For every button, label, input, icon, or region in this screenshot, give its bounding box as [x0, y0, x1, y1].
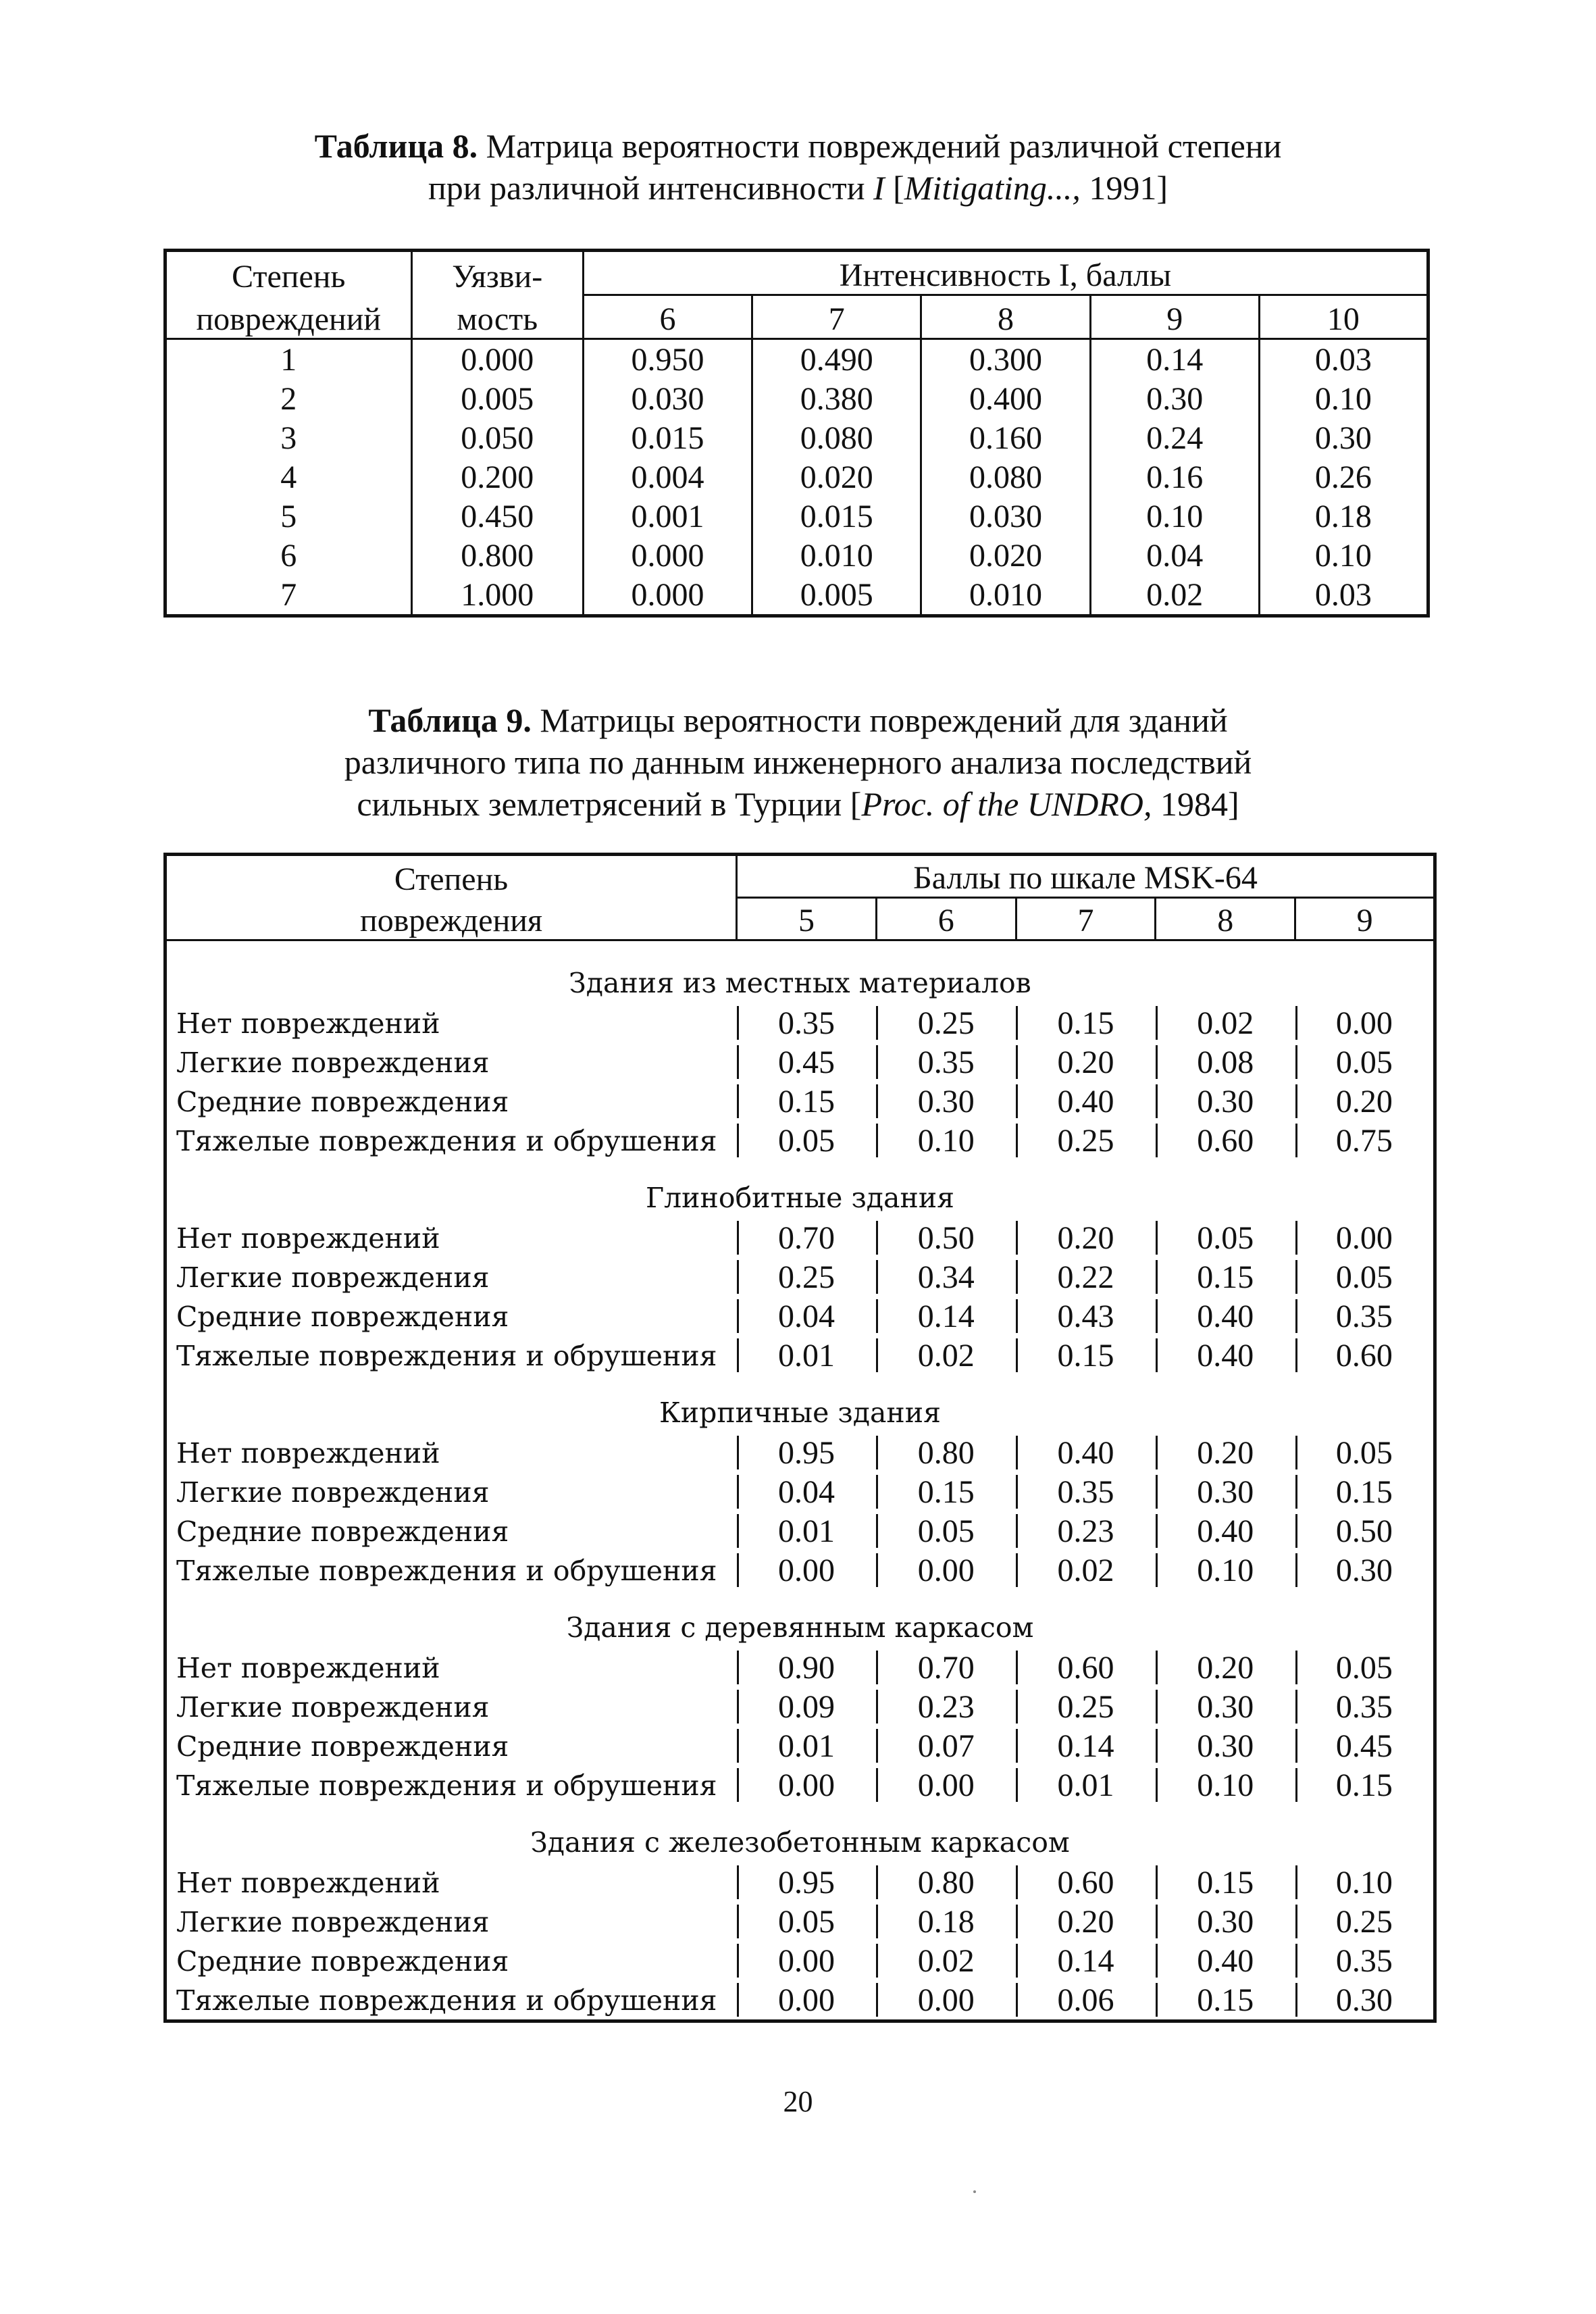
- table9-row: [165, 1433, 1435, 1472]
- table9-section-title: Здания из местных материалов: [569, 967, 1031, 999]
- table8-value-cell: 0.001: [583, 497, 752, 536]
- table9-value-cell: 0.15: [1295, 1765, 1435, 1805]
- table9-value-cell: 0.05: [876, 1511, 1016, 1551]
- table9-row: [165, 1297, 1435, 1336]
- table9-damage-name: Легкие повреждения: [176, 1691, 490, 1724]
- table9-value-cell: 0.50: [1295, 1511, 1435, 1551]
- table8-value-cell: 0.080: [921, 457, 1090, 497]
- table8-body: [165, 339, 1428, 616]
- table8-value-cell: 0.400: [921, 379, 1090, 418]
- table8-value-cell: 0.020: [752, 457, 921, 497]
- table9-row: [165, 1687, 1435, 1726]
- table8-row: [165, 457, 1428, 497]
- table8-value-cell: 0.020: [921, 536, 1090, 575]
- table9-value-cell: 0.00: [876, 1551, 1016, 1590]
- page-number: 20: [783, 2085, 813, 2118]
- table9-value-cell: 0.60: [1295, 1336, 1435, 1375]
- table8-caption-label: Таблица 8.: [314, 127, 478, 165]
- table8-value-cell: 0.18: [1314, 499, 1372, 534]
- table9-value-cell: 0.25: [1295, 1902, 1435, 1941]
- table8-row: [165, 379, 1428, 418]
- table9-value-cell: 0.07: [876, 1726, 1016, 1765]
- table9-row: [165, 1042, 1435, 1082]
- table9-value-cell: 0.35: [1295, 1941, 1435, 1980]
- table9-value-cell: 0.08: [1156, 1042, 1295, 1082]
- table8-value-cell: 0.30: [1314, 420, 1372, 456]
- table9-row: [165, 1902, 1435, 1941]
- table9-value-cell: 0.35: [1016, 1472, 1156, 1511]
- table9-value-cell: 0.15: [1156, 1980, 1295, 2021]
- table9-value-cell: 0.15: [1295, 1472, 1435, 1511]
- table9-value-cell: 0.25: [876, 1003, 1016, 1042]
- table9-damage-name: Средние повреждения: [176, 1730, 509, 1763]
- table8-caption-bracket: [: [893, 169, 904, 207]
- table9-row: [165, 1003, 1435, 1042]
- table9-value-cell: 0.25: [1016, 1121, 1156, 1160]
- table8-value-cell: 0.10: [1314, 381, 1372, 417]
- table9-value-cell: 0.40: [1016, 1082, 1156, 1121]
- table9-value-cell: 0.20: [1156, 1433, 1295, 1472]
- table9-damage-name: Тяжелые повреждения и обрушения: [176, 1340, 717, 1372]
- table9-value-cell: 0.70: [876, 1648, 1016, 1687]
- table9-value-cell: 0.80: [876, 1863, 1016, 1902]
- table9-value-cell: 0.35: [876, 1042, 1016, 1082]
- table9-value-cell: 0.00: [737, 1980, 877, 2021]
- table9-value-cell: 0.14: [1016, 1726, 1156, 1765]
- table9-value-cell: 0.00: [876, 1980, 1016, 2021]
- table9-value-cell: 0.05: [1295, 1648, 1435, 1687]
- table9-value-cell: 0.10: [876, 1121, 1016, 1160]
- table8-degree-cell: 3: [165, 418, 412, 457]
- table9-value-cell: 0.01: [737, 1336, 877, 1375]
- table8-vuln-cell: 0.050: [411, 418, 583, 457]
- table9-value-cell: 0.00: [737, 1941, 877, 1980]
- table9-header-degree: Степень: [165, 855, 737, 898]
- table9-value-cell: 0.14: [876, 1297, 1016, 1336]
- table9-value-cell: 0.05: [737, 1121, 877, 1160]
- table8-value-cell: 0.16: [1090, 457, 1259, 497]
- table9-value-cell: 0.06: [1016, 1980, 1156, 2021]
- table9-value-cell: 0.10: [1295, 1863, 1435, 1902]
- table9-row: [165, 1121, 1435, 1160]
- table8-value-cell: 0.015: [583, 418, 752, 457]
- table9-scale-level: 6: [876, 898, 1016, 940]
- table9-value-cell: 0.30: [1156, 1082, 1295, 1121]
- table8-value-cell: 0.10: [1090, 497, 1259, 536]
- table8-row: [165, 575, 1428, 616]
- table8-value-cell: 0.380: [752, 379, 921, 418]
- table8-value-cell: 0.160: [921, 418, 1090, 457]
- table9-value-cell: 0.45: [737, 1042, 877, 1082]
- table9-value-cell: 0.01: [737, 1726, 877, 1765]
- table9-value-cell: 0.90: [737, 1648, 877, 1687]
- table9-value-cell: 0.00: [876, 1765, 1016, 1805]
- table9-section-row: [165, 1590, 1435, 1648]
- table9-header-degree-2: повреждения: [165, 898, 737, 940]
- table9-caption-label: Таблица 9.: [368, 701, 532, 739]
- table9-row: [165, 1941, 1435, 1980]
- table9-row: [165, 1765, 1435, 1805]
- table9-damage-name: Легкие повреждения: [176, 1476, 490, 1509]
- table9-caption-line3: [0, 783, 1596, 825]
- table9-section-title: Здания с железобетонным каркасом: [530, 1826, 1070, 1859]
- table8-degree-cell: 6: [165, 536, 412, 575]
- table9-value-cell: 0.20: [1156, 1648, 1295, 1687]
- table9-caption-text: Матрицы вероятности повреждений для зданий: [540, 701, 1228, 739]
- table9-caption-year: 1984]: [1160, 785, 1239, 823]
- table9-value-cell: 0.40: [1016, 1433, 1156, 1472]
- table9-damage-name: Средние повреждения: [176, 1945, 509, 1978]
- table9-value-cell: 0.30: [876, 1082, 1016, 1121]
- table8-vuln-cell: 1.000: [411, 575, 583, 616]
- table8-value-cell: 0.300: [921, 339, 1090, 380]
- table9-value-cell: 0.30: [1156, 1726, 1295, 1765]
- table9-value-cell: 0.95: [737, 1863, 877, 1902]
- table9-value-cell: 0.35: [1295, 1687, 1435, 1726]
- table9-value-cell: 0.30: [1156, 1472, 1295, 1511]
- table8-vuln-cell: 0.000: [411, 339, 583, 380]
- table8-caption-text: Матрица вероятности повреждений различной степени: [486, 127, 1282, 165]
- table8-value-cell: 0.02: [1090, 575, 1259, 616]
- table9-body: [165, 940, 1435, 2021]
- table9-damage-name: Тяжелые повреждения и обрушения: [176, 1555, 717, 1587]
- scan-speck: [973, 2190, 976, 2193]
- table9-value-cell: 0.25: [1016, 1687, 1156, 1726]
- table8-value-cell: 0.005: [752, 575, 921, 616]
- table9-value-cell: 0.02: [876, 1336, 1016, 1375]
- table9-row: [165, 1336, 1435, 1375]
- table9-value-cell: 0.02: [876, 1941, 1016, 1980]
- table9-damage-name: Тяжелые повреждения и обрушения: [176, 1984, 717, 2017]
- table8-caption-source: Mitigating...,: [904, 169, 1081, 207]
- table9-value-cell: 0.04: [737, 1297, 877, 1336]
- table8-value-cell: 0.26: [1314, 459, 1372, 495]
- table9-row: [165, 1726, 1435, 1765]
- table9-damage-name: Средние повреждения: [176, 1086, 509, 1118]
- table9-value-cell: 0.34: [876, 1257, 1016, 1297]
- table8-value-cell: 0.030: [921, 497, 1090, 536]
- table8-caption-text2: при различной интенсивности: [428, 169, 865, 207]
- table9-value-cell: 0.00: [737, 1551, 877, 1590]
- table9-value-cell: 0.15: [1156, 1257, 1295, 1297]
- table8-vuln-cell: 0.200: [411, 457, 583, 497]
- table9-value-cell: 0.15: [737, 1082, 877, 1121]
- table9-section-row: [165, 1805, 1435, 1863]
- table8-intensity-level: 10: [1259, 295, 1428, 339]
- table9-damage-name: Легкие повреждения: [176, 1261, 490, 1294]
- table9-value-cell: 0.40: [1156, 1941, 1295, 1980]
- table8-row: [165, 418, 1428, 457]
- table9-value-cell: 0.00: [1295, 1003, 1435, 1042]
- table9-damage-name: Нет повреждений: [176, 1007, 440, 1040]
- table9-damage-name: Нет повреждений: [176, 1437, 440, 1469]
- table8-value-cell: 0.015: [752, 497, 921, 536]
- table9-row: [165, 1551, 1435, 1590]
- table9-value-cell: 0.60: [1156, 1121, 1295, 1160]
- table9-row: [165, 1218, 1435, 1257]
- table9-row: [165, 1980, 1435, 2021]
- table9-caption-source: Proc. of the UNDRO,: [861, 785, 1152, 823]
- table9-value-cell: 0.09: [737, 1687, 877, 1726]
- table9-section-row: [165, 1375, 1435, 1433]
- table8-degree-cell: 4: [165, 457, 412, 497]
- table9-section-row: [165, 1160, 1435, 1218]
- table9-value-cell: 0.05: [1156, 1218, 1295, 1257]
- table9-value-cell: 0.43: [1016, 1297, 1156, 1336]
- table8-vuln-cell: 0.800: [411, 536, 583, 575]
- table9-value-cell: 0.30: [1295, 1551, 1435, 1590]
- table8-caption-line2: [0, 167, 1596, 209]
- table8-value-cell: 0.000: [583, 536, 752, 575]
- table8-degree-cell: 7: [165, 575, 412, 616]
- table8-intensity-level: 8: [921, 295, 1090, 339]
- table9-section-title: Здания с деревянным каркасом: [566, 1611, 1034, 1644]
- table9-scale-level: 8: [1156, 898, 1295, 940]
- table9-value-cell: 0.75: [1295, 1121, 1435, 1160]
- table9-scale-level: 7: [1016, 898, 1156, 940]
- table9-row: [165, 1082, 1435, 1121]
- table8-degree-cell: 1: [165, 339, 412, 380]
- table9-section-row: [165, 940, 1435, 1004]
- table9-value-cell: 0.80: [876, 1433, 1016, 1472]
- table9-value-cell: 0.04: [737, 1472, 877, 1511]
- table8-degree-cell: 2: [165, 379, 412, 418]
- table9-value-cell: 0.23: [876, 1687, 1016, 1726]
- table8-value-cell: 0.000: [583, 575, 752, 616]
- table9-value-cell: 0.60: [1016, 1648, 1156, 1687]
- table9-value-cell: 0.05: [1295, 1433, 1435, 1472]
- table8-value-cell: 0.010: [752, 536, 921, 575]
- table8-header-degree: Степень: [165, 251, 412, 295]
- table8-value-cell: 0.03: [1314, 342, 1372, 378]
- table8-value-cell: 0.24: [1090, 418, 1259, 457]
- table8-value-cell: 0.04: [1090, 536, 1259, 575]
- table9-value-cell: 0.15: [1016, 1336, 1156, 1375]
- table9-value-cell: 0.00: [1295, 1218, 1435, 1257]
- table9-value-cell: 0.05: [1295, 1042, 1435, 1082]
- table9-row: [165, 1648, 1435, 1687]
- table9-damage-name: Тяжелые повреждения и обрушения: [176, 1125, 717, 1157]
- table9-value-cell: 0.23: [1016, 1511, 1156, 1551]
- table9-row: [165, 1863, 1435, 1902]
- table8-value-cell: 0.950: [583, 339, 752, 380]
- table9-value-cell: 0.95: [737, 1433, 877, 1472]
- table8-value-cell: 0.30: [1090, 379, 1259, 418]
- table8-intensity-level: 6: [583, 295, 752, 339]
- table9-damage-name: Нет повреждений: [176, 1652, 440, 1684]
- table8-header-vuln: Уязви-: [411, 251, 583, 295]
- table8-value-cell: 0.10: [1314, 538, 1372, 574]
- table9-caption-text3: сильных землетрясений в Турции [: [357, 785, 862, 823]
- table8-caption-year: 1991]: [1089, 169, 1168, 207]
- table8-value-cell: 0.080: [752, 418, 921, 457]
- table9-value-cell: 0.15: [876, 1472, 1016, 1511]
- table8-value-cell: 0.490: [752, 339, 921, 380]
- table9-value-cell: 0.10: [1156, 1765, 1295, 1805]
- table9-value-cell: 0.30: [1156, 1687, 1295, 1726]
- table9-value-cell: 0.20: [1016, 1218, 1156, 1257]
- table9-value-cell: 0.60: [1016, 1863, 1156, 1902]
- table9-scale-level: 9: [1295, 898, 1435, 940]
- table9-value-cell: 0.05: [737, 1902, 877, 1941]
- table9-value-cell: 0.02: [1016, 1551, 1156, 1590]
- table9-value-cell: 0.10: [1156, 1551, 1295, 1590]
- table9-damage-name: Легкие повреждения: [176, 1906, 490, 1938]
- table8-row: [165, 536, 1428, 575]
- table9-value-cell: 0.00: [737, 1765, 877, 1805]
- table9-value-cell: 0.01: [1016, 1765, 1156, 1805]
- table8-header-vuln-2: мость: [411, 295, 583, 339]
- table8-value-cell: 0.004: [583, 457, 752, 497]
- table9-value-cell: 0.35: [1295, 1297, 1435, 1336]
- table9-value-cell: 0.20: [1295, 1082, 1435, 1121]
- table8-header-degree-2: повреждений: [165, 295, 412, 339]
- table9-section-title: Кирпичные здания: [659, 1397, 941, 1429]
- table9-damage-name: Тяжелые повреждения и обрушения: [176, 1769, 717, 1802]
- table9-caption-line2: различного типа по данным инженерного анализа последствий: [344, 743, 1252, 781]
- table9-value-cell: 0.14: [1016, 1941, 1156, 1980]
- table8-caption: [0, 125, 1596, 209]
- table9-damage-name: Средние повреждения: [176, 1301, 509, 1333]
- table8-vuln-cell: 0.450: [411, 497, 583, 536]
- table8-value-cell: 0.010: [921, 575, 1090, 616]
- table9-value-cell: 0.35: [737, 1003, 877, 1042]
- table9-caption: [0, 699, 1596, 825]
- table8-degree-cell: 5: [165, 497, 412, 536]
- table8-caption-line1: [0, 125, 1596, 167]
- table9-value-cell: 0.50: [876, 1218, 1016, 1257]
- table9-value-cell: 0.20: [1016, 1902, 1156, 1941]
- table9-damage-name: Легкие повреждения: [176, 1047, 490, 1079]
- table8-vuln-cell: 0.005: [411, 379, 583, 418]
- table9-value-cell: 0.15: [1156, 1863, 1295, 1902]
- table9-value-cell: 0.45: [1295, 1726, 1435, 1765]
- table9-value-cell: 0.18: [876, 1902, 1016, 1941]
- table8-caption-I: I: [873, 169, 885, 207]
- table8: [163, 249, 1430, 618]
- table9-value-cell: 0.05: [1295, 1257, 1435, 1297]
- table9-row: [165, 1472, 1435, 1511]
- table9-value-cell: 0.20: [1016, 1042, 1156, 1082]
- table9: [163, 853, 1437, 2023]
- table9-damage-name: Нет повреждений: [176, 1867, 440, 1899]
- table8-row: [165, 497, 1428, 536]
- table8-value-cell: 0.03: [1314, 577, 1372, 613]
- table9-value-cell: 0.25: [737, 1257, 877, 1297]
- table8-value-cell: 0.14: [1090, 339, 1259, 380]
- table8-header-intensity: Интенсивность I, баллы: [839, 257, 1172, 293]
- table9-value-cell: 0.15: [1016, 1003, 1156, 1042]
- table9-value-cell: 0.30: [1295, 1980, 1435, 2021]
- table8-row: [165, 339, 1428, 380]
- table9-scale-level: 5: [737, 898, 877, 940]
- table9-value-cell: 0.01: [737, 1511, 877, 1551]
- table8-intensity-level: 7: [752, 295, 921, 339]
- table9-value-cell: 0.40: [1156, 1336, 1295, 1375]
- table8-value-cell: 0.030: [583, 379, 752, 418]
- table9-value-cell: 0.40: [1156, 1297, 1295, 1336]
- table9-header-scale: Баллы по шкале MSK-64: [913, 860, 1258, 896]
- table9-caption-line1: [0, 699, 1596, 741]
- table9-row: [165, 1257, 1435, 1297]
- table9-damage-name: Средние повреждения: [176, 1515, 509, 1548]
- table9-value-cell: 0.30: [1156, 1902, 1295, 1941]
- table9-value-cell: 0.70: [737, 1218, 877, 1257]
- table9-value-cell: 0.02: [1156, 1003, 1295, 1042]
- table9-row: [165, 1511, 1435, 1551]
- table9-value-cell: 0.40: [1156, 1511, 1295, 1551]
- table9-section-title: Глинобитные здания: [645, 1182, 955, 1214]
- table9-value-cell: 0.22: [1016, 1257, 1156, 1297]
- table9-damage-name: Нет повреждений: [176, 1222, 440, 1255]
- table8-intensity-level: 9: [1090, 295, 1259, 339]
